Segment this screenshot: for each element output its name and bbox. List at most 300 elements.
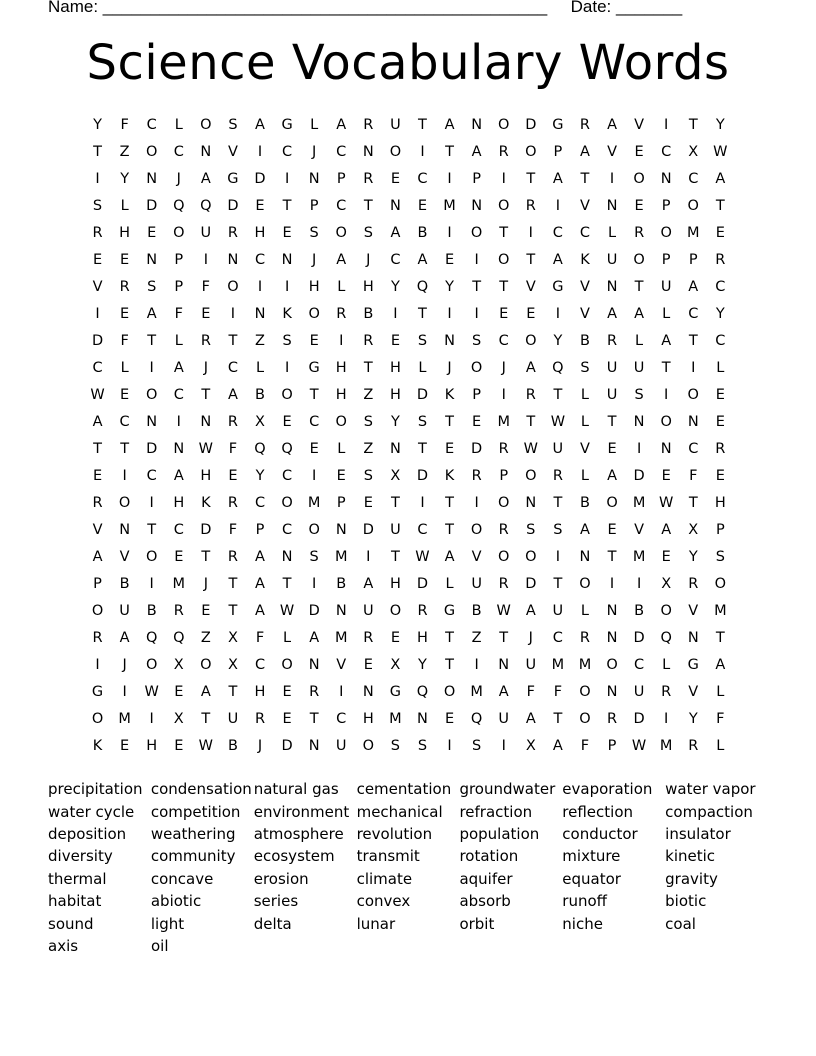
grid-letter[interactable]: W — [198, 737, 214, 754]
grid-letter[interactable]: D — [633, 629, 645, 646]
grid-letter[interactable]: R — [200, 332, 211, 349]
grid-letter[interactable]: N — [362, 683, 374, 700]
grid-letter[interactable]: E — [309, 332, 319, 349]
grid-letter[interactable]: T — [445, 656, 454, 673]
grid-letter[interactable]: E — [390, 332, 400, 349]
grid-letter[interactable]: A — [173, 467, 184, 484]
grid-letter[interactable]: S — [472, 332, 482, 349]
grid-letter[interactable]: R — [254, 710, 266, 727]
grid-letter[interactable]: O — [389, 602, 402, 619]
grid-letter[interactable]: S — [715, 548, 725, 565]
grid-letter[interactable]: C — [579, 224, 590, 241]
grid-letter[interactable]: A — [607, 305, 617, 322]
grid-letter[interactable]: L — [310, 116, 319, 133]
grid-letter[interactable]: N — [444, 332, 455, 349]
grid-letter[interactable]: A — [336, 251, 347, 268]
grid-letter[interactable]: I — [149, 575, 154, 592]
grid-letter[interactable]: P — [255, 521, 265, 538]
grid-letter[interactable]: O — [687, 197, 699, 214]
grid-letter[interactable]: N — [335, 521, 347, 538]
grid-letter[interactable]: G — [227, 170, 239, 187]
grid-letter[interactable]: V — [688, 683, 699, 700]
grid-letter[interactable]: N — [119, 521, 131, 538]
grid-letter[interactable]: C — [254, 494, 266, 511]
grid-letter[interactable]: I — [366, 548, 371, 565]
grid-letter[interactable]: E — [309, 440, 319, 457]
grid-letter[interactable]: Y — [390, 413, 400, 430]
grid-letter[interactable]: A — [715, 170, 726, 187]
grid-letter[interactable]: M — [714, 602, 727, 619]
grid-letter[interactable]: T — [499, 629, 509, 646]
grid-letter[interactable]: C — [309, 413, 320, 430]
grid-letter[interactable]: S — [390, 737, 400, 754]
grid-letter[interactable]: V — [579, 197, 590, 214]
grid-letter[interactable]: D — [416, 467, 429, 484]
grid-letter[interactable]: N — [281, 251, 293, 268]
grid-letter[interactable]: A — [363, 575, 374, 592]
grid-letter[interactable]: J — [122, 656, 127, 673]
grid-letter[interactable]: I — [176, 413, 181, 430]
grid-letter[interactable]: H — [714, 494, 726, 511]
grid-letter[interactable]: D — [416, 386, 429, 403]
grid-letter[interactable]: T — [715, 629, 725, 646]
grid-letter[interactable]: J — [203, 575, 208, 592]
grid-letter[interactable]: Y — [688, 548, 698, 565]
grid-letter[interactable]: L — [337, 440, 346, 457]
grid-letter[interactable]: T — [688, 332, 698, 349]
grid-letter[interactable]: F — [228, 521, 238, 538]
grid-letter[interactable]: Q — [660, 629, 672, 646]
grid-letter[interactable]: Z — [255, 332, 265, 349]
grid-letter[interactable]: E — [715, 386, 725, 403]
grid-letter[interactable]: A — [579, 521, 590, 538]
grid-letter[interactable]: N — [579, 548, 591, 565]
grid-letter[interactable]: A — [309, 629, 320, 646]
grid-letter[interactable]: T — [607, 548, 617, 565]
grid-letter[interactable]: I — [664, 116, 669, 133]
grid-letter[interactable]: L — [662, 656, 671, 673]
grid-letter[interactable]: I — [528, 224, 533, 241]
grid-letter[interactable]: Y — [715, 305, 725, 322]
grid-letter[interactable]: R — [92, 629, 103, 646]
grid-letter[interactable]: K — [92, 737, 103, 754]
grid-letter[interactable]: R — [363, 170, 374, 187]
grid-letter[interactable]: A — [444, 116, 455, 133]
grid-letter[interactable]: O — [498, 197, 510, 214]
grid-letter[interactable]: L — [580, 386, 589, 403]
grid-letter[interactable]: A — [200, 170, 211, 187]
grid-letter[interactable]: P — [472, 170, 481, 187]
grid-letter[interactable]: I — [149, 359, 154, 376]
grid-letter[interactable]: T — [445, 629, 454, 646]
grid-letter[interactable]: I — [474, 251, 479, 268]
grid-letter[interactable]: N — [281, 548, 293, 565]
grid-letter[interactable]: I — [284, 170, 290, 187]
grid-letter[interactable]: S — [417, 413, 428, 430]
grid-letter[interactable]: A — [146, 305, 157, 322]
grid-letter[interactable]: E — [147, 224, 157, 241]
grid-letter[interactable]: I — [393, 305, 398, 322]
grid-letter[interactable]: O — [91, 710, 104, 727]
grid-letter[interactable]: A — [173, 359, 184, 376]
grid-letter[interactable]: A — [444, 548, 455, 565]
grid-letter[interactable]: A — [634, 305, 645, 322]
grid-letter[interactable]: I — [95, 656, 100, 673]
grid-letter[interactable]: M — [334, 629, 348, 646]
grid-letter[interactable]: C — [715, 332, 726, 349]
grid-letter[interactable]: N — [525, 494, 537, 511]
grid-letter[interactable]: I — [122, 467, 127, 484]
grid-letter[interactable]: R — [363, 116, 374, 133]
grid-letter[interactable]: W — [198, 440, 214, 457]
grid-letter[interactable]: Y — [715, 116, 725, 133]
grid-letter[interactable]: D — [416, 575, 429, 592]
grid-letter[interactable]: C — [552, 224, 563, 241]
grid-letter[interactable]: E — [634, 143, 644, 160]
grid-letter[interactable]: X — [227, 656, 238, 673]
grid-letter[interactable]: J — [203, 359, 208, 376]
grid-letter[interactable]: X — [173, 656, 184, 673]
grid-letter[interactable]: N — [308, 656, 320, 673]
grid-letter[interactable]: J — [257, 737, 263, 754]
grid-letter[interactable]: V — [119, 548, 130, 565]
grid-letter[interactable]: X — [227, 629, 238, 646]
grid-letter[interactable]: P — [472, 386, 481, 403]
grid-letter[interactable]: T — [390, 494, 400, 511]
grid-letter[interactable]: X — [688, 143, 699, 160]
grid-letter[interactable]: X — [255, 413, 265, 430]
grid-letter[interactable]: W — [713, 143, 728, 160]
grid-letter[interactable]: O — [660, 224, 672, 241]
grid-letter[interactable]: F — [526, 683, 535, 700]
grid-letter[interactable]: C — [146, 116, 157, 133]
grid-letter[interactable]: O — [362, 737, 375, 754]
grid-letter[interactable]: C — [282, 467, 293, 484]
grid-letter[interactable]: X — [173, 710, 184, 727]
grid-letter[interactable]: T — [445, 143, 454, 160]
grid-letter[interactable]: M — [443, 197, 456, 214]
grid-letter[interactable]: C — [227, 359, 238, 376]
grid-letter[interactable]: D — [633, 467, 645, 484]
grid-letter[interactable]: A — [336, 116, 347, 133]
grid-letter[interactable]: E — [120, 386, 130, 403]
grid-letter[interactable]: N — [146, 251, 158, 268]
grid-letter[interactable]: H — [417, 629, 428, 646]
grid-letter[interactable]: C — [146, 467, 157, 484]
grid-letter[interactable]: B — [417, 224, 428, 241]
grid-letter[interactable]: T — [228, 683, 238, 700]
grid-letter[interactable]: R — [119, 278, 130, 295]
grid-letter[interactable]: T — [147, 332, 157, 349]
grid-letter[interactable]: S — [92, 197, 103, 214]
grid-letter[interactable]: R — [525, 386, 536, 403]
grid-letter[interactable]: O — [335, 413, 347, 430]
grid-letter[interactable]: E — [472, 413, 482, 430]
grid-letter[interactable]: G — [308, 359, 320, 376]
grid-letter[interactable]: Z — [200, 629, 211, 646]
grid-letter[interactable]: I — [447, 305, 452, 322]
grid-letter[interactable]: A — [525, 359, 536, 376]
grid-letter[interactable]: O — [633, 170, 645, 187]
grid-letter[interactable]: O — [525, 548, 537, 565]
grid-letter[interactable]: T — [526, 251, 536, 268]
grid-letter[interactable]: D — [146, 440, 158, 457]
grid-letter[interactable]: O — [200, 656, 212, 673]
grid-letter[interactable]: O — [498, 116, 510, 133]
grid-letter[interactable]: B — [363, 305, 374, 322]
grid-letter[interactable]: I — [636, 440, 642, 457]
grid-letter[interactable]: C — [498, 332, 509, 349]
grid-letter[interactable]: U — [390, 521, 401, 538]
grid-letter[interactable]: W — [550, 413, 566, 430]
grid-letter[interactable]: Q — [145, 629, 158, 646]
grid-letter[interactable]: P — [499, 467, 509, 484]
grid-letter[interactable]: C — [282, 521, 293, 538]
grid-letter[interactable]: A — [92, 548, 103, 565]
grid-letter[interactable]: N — [146, 413, 158, 430]
date-field-label[interactable]: Date: _______ — [570, 0, 683, 16]
grid-letter[interactable]: H — [389, 386, 401, 403]
grid-letter[interactable]: N — [227, 251, 239, 268]
grid-letter[interactable]: O — [579, 683, 591, 700]
grid-letter[interactable]: S — [553, 521, 563, 538]
grid-letter[interactable]: P — [553, 143, 563, 160]
grid-letter[interactable]: F — [120, 116, 129, 133]
grid-letter[interactable]: I — [257, 278, 263, 295]
grid-letter[interactable]: M — [632, 494, 646, 511]
grid-letter[interactable]: C — [282, 143, 293, 160]
grid-letter[interactable]: U — [498, 710, 510, 727]
grid-letter[interactable]: G — [552, 116, 564, 133]
grid-letter[interactable]: E — [715, 224, 725, 241]
grid-letter[interactable]: E — [228, 467, 238, 484]
grid-letter[interactable]: R — [363, 332, 374, 349]
grid-letter[interactable]: O — [470, 359, 483, 376]
grid-letter[interactable]: X — [390, 467, 401, 484]
grid-letter[interactable]: O — [389, 143, 402, 160]
grid-letter[interactable]: T — [363, 359, 373, 376]
grid-letter[interactable]: U — [660, 278, 672, 295]
grid-letter[interactable]: N — [606, 278, 618, 295]
grid-letter[interactable]: D — [471, 440, 483, 457]
grid-letter[interactable]: I — [664, 386, 669, 403]
grid-letter[interactable]: U — [119, 602, 130, 619]
grid-letter[interactable]: O — [606, 494, 618, 511]
grid-letter[interactable]: I — [312, 467, 317, 484]
grid-letter[interactable]: T — [309, 386, 319, 403]
grid-letter[interactable]: F — [716, 710, 725, 727]
grid-letter[interactable]: O — [145, 548, 158, 565]
grid-letter[interactable]: M — [659, 737, 673, 754]
grid-letter[interactable]: V — [336, 656, 347, 673]
grid-letter[interactable]: C — [552, 629, 563, 646]
grid-letter[interactable]: J — [528, 629, 533, 646]
grid-letter[interactable]: T — [715, 197, 725, 214]
grid-letter[interactable]: O — [470, 224, 483, 241]
grid-letter[interactable]: I — [609, 575, 615, 592]
grid-letter[interactable]: I — [664, 710, 669, 727]
grid-letter[interactable]: M — [687, 224, 700, 241]
grid-letter[interactable]: G — [91, 683, 104, 700]
grid-letter[interactable]: Y — [255, 467, 265, 484]
grid-letter[interactable]: R — [227, 494, 238, 511]
grid-letter[interactable]: A — [661, 521, 672, 538]
grid-letter[interactable]: G — [443, 602, 456, 619]
grid-letter[interactable]: A — [255, 548, 265, 565]
grid-letter[interactable]: C — [390, 251, 401, 268]
grid-letter[interactable]: T — [201, 548, 211, 565]
grid-letter[interactable]: H — [335, 359, 347, 376]
grid-letter[interactable]: D — [227, 197, 239, 214]
grid-letter[interactable]: S — [417, 332, 428, 349]
grid-letter[interactable]: D — [254, 170, 266, 187]
grid-letter[interactable]: L — [716, 683, 725, 700]
grid-letter[interactable]: W — [659, 494, 674, 511]
grid-letter[interactable]: T — [553, 710, 563, 727]
grid-letter[interactable]: V — [634, 116, 645, 133]
grid-letter[interactable]: E — [174, 548, 184, 565]
grid-letter[interactable]: O — [335, 224, 347, 241]
grid-letter[interactable]: L — [580, 467, 589, 484]
grid-letter[interactable]: E — [444, 251, 455, 268]
grid-letter[interactable]: V — [92, 521, 103, 538]
grid-letter[interactable]: S — [472, 737, 482, 754]
grid-letter[interactable]: A — [390, 224, 401, 241]
grid-letter[interactable]: U — [390, 116, 401, 133]
grid-letter[interactable]: S — [147, 278, 157, 295]
grid-letter[interactable]: E — [120, 737, 130, 754]
grid-letter[interactable]: S — [228, 116, 238, 133]
grid-letter[interactable]: P — [336, 494, 346, 511]
grid-letter[interactable]: S — [309, 548, 319, 565]
grid-letter[interactable]: E — [282, 710, 292, 727]
grid-letter[interactable]: D — [146, 197, 158, 214]
grid-letter[interactable]: I — [230, 305, 236, 322]
grid-letter[interactable]: M — [470, 683, 483, 700]
grid-letter[interactable]: W — [144, 683, 159, 700]
grid-letter[interactable]: O — [525, 143, 537, 160]
grid-letter[interactable]: R — [715, 251, 726, 268]
grid-letter[interactable]: U — [606, 251, 618, 268]
grid-letter[interactable]: C — [173, 143, 184, 160]
grid-letter[interactable]: I — [149, 710, 154, 727]
grid-letter[interactable]: L — [283, 629, 292, 646]
grid-letter[interactable]: A — [661, 332, 672, 349]
grid-letter[interactable]: E — [201, 305, 211, 322]
grid-letter[interactable]: P — [715, 521, 725, 538]
grid-letter[interactable]: T — [688, 116, 698, 133]
grid-letter[interactable]: M — [551, 656, 565, 673]
grid-letter[interactable]: R — [579, 116, 590, 133]
grid-letter[interactable]: I — [339, 683, 344, 700]
grid-letter[interactable]: H — [362, 278, 374, 295]
grid-letter[interactable]: A — [498, 683, 509, 700]
grid-letter[interactable]: O — [687, 386, 699, 403]
grid-letter[interactable]: L — [174, 116, 183, 133]
grid-letter[interactable]: X — [688, 521, 699, 538]
grid-letter[interactable]: I — [203, 251, 208, 268]
grid-letter[interactable]: T — [201, 710, 211, 727]
grid-letter[interactable]: O — [633, 251, 645, 268]
grid-letter[interactable]: N — [687, 629, 699, 646]
grid-letter[interactable]: B — [119, 575, 130, 592]
grid-letter[interactable]: A — [471, 143, 482, 160]
grid-letter[interactable]: N — [471, 197, 483, 214]
grid-letter[interactable]: N — [308, 737, 320, 754]
grid-letter[interactable]: C — [688, 440, 699, 457]
grid-letter[interactable]: R — [579, 629, 590, 646]
grid-letter[interactable]: U — [552, 602, 564, 619]
grid-letter[interactable]: S — [634, 386, 644, 403]
grid-letter[interactable]: E — [120, 251, 130, 268]
grid-letter[interactable]: T — [228, 332, 238, 349]
grid-letter[interactable]: C — [336, 197, 347, 214]
grid-letter[interactable]: J — [176, 170, 181, 187]
grid-letter[interactable]: N — [254, 305, 266, 322]
grid-letter[interactable]: T — [282, 575, 292, 592]
grid-letter[interactable]: Q — [173, 197, 185, 214]
grid-letter[interactable]: L — [120, 197, 129, 214]
grid-letter[interactable]: I — [122, 683, 127, 700]
grid-letter[interactable]: O — [281, 494, 293, 511]
grid-letter[interactable]: W — [523, 440, 538, 457]
grid-letter[interactable]: K — [444, 386, 455, 403]
grid-letter[interactable]: O — [579, 575, 591, 592]
grid-letter[interactable]: A — [688, 278, 699, 295]
grid-letter[interactable]: C — [417, 521, 428, 538]
grid-letter[interactable]: N — [606, 629, 618, 646]
grid-letter[interactable]: N — [660, 440, 672, 457]
grid-letter[interactable]: R — [227, 548, 238, 565]
grid-letter[interactable]: T — [580, 170, 590, 187]
grid-letter[interactable]: Z — [363, 386, 374, 403]
grid-letter[interactable]: A — [255, 602, 265, 619]
grid-letter[interactable]: I — [312, 575, 317, 592]
grid-letter[interactable]: W — [415, 548, 430, 565]
grid-letter[interactable]: T — [363, 197, 373, 214]
grid-letter[interactable]: N — [173, 440, 185, 457]
grid-letter[interactable]: P — [661, 197, 671, 214]
grid-letter[interactable]: R — [173, 602, 184, 619]
grid-letter[interactable]: I — [284, 278, 290, 295]
grid-letter[interactable]: J — [501, 359, 506, 376]
grid-letter[interactable]: E — [661, 548, 671, 565]
grid-letter[interactable]: B — [579, 494, 590, 511]
grid-letter[interactable]: T — [228, 575, 238, 592]
grid-letter[interactable]: R — [309, 683, 320, 700]
grid-letter[interactable]: Y — [418, 656, 427, 673]
grid-letter[interactable]: N — [389, 197, 401, 214]
grid-letter[interactable]: O — [660, 413, 672, 430]
grid-letter[interactable]: V — [525, 278, 536, 295]
grid-letter[interactable]: C — [634, 656, 645, 673]
grid-letter[interactable]: L — [445, 575, 454, 592]
grid-letter[interactable]: A — [119, 629, 130, 646]
grid-letter[interactable]: E — [715, 413, 725, 430]
grid-letter[interactable]: A — [715, 656, 726, 673]
grid-letter[interactable]: A — [227, 386, 238, 403]
grid-letter[interactable]: A — [92, 413, 103, 430]
grid-letter[interactable]: V — [92, 278, 103, 295]
name-field-label[interactable]: Name: _______________________________________________ — [48, 0, 548, 16]
grid-letter[interactable]: T — [418, 116, 427, 133]
grid-letter[interactable]: N — [308, 170, 320, 187]
grid-letter[interactable]: R — [363, 629, 374, 646]
grid-letter[interactable]: E — [499, 305, 509, 322]
grid-letter[interactable]: B — [146, 602, 157, 619]
grid-letter[interactable]: E — [715, 467, 725, 484]
grid-letter[interactable]: O — [525, 332, 537, 349]
